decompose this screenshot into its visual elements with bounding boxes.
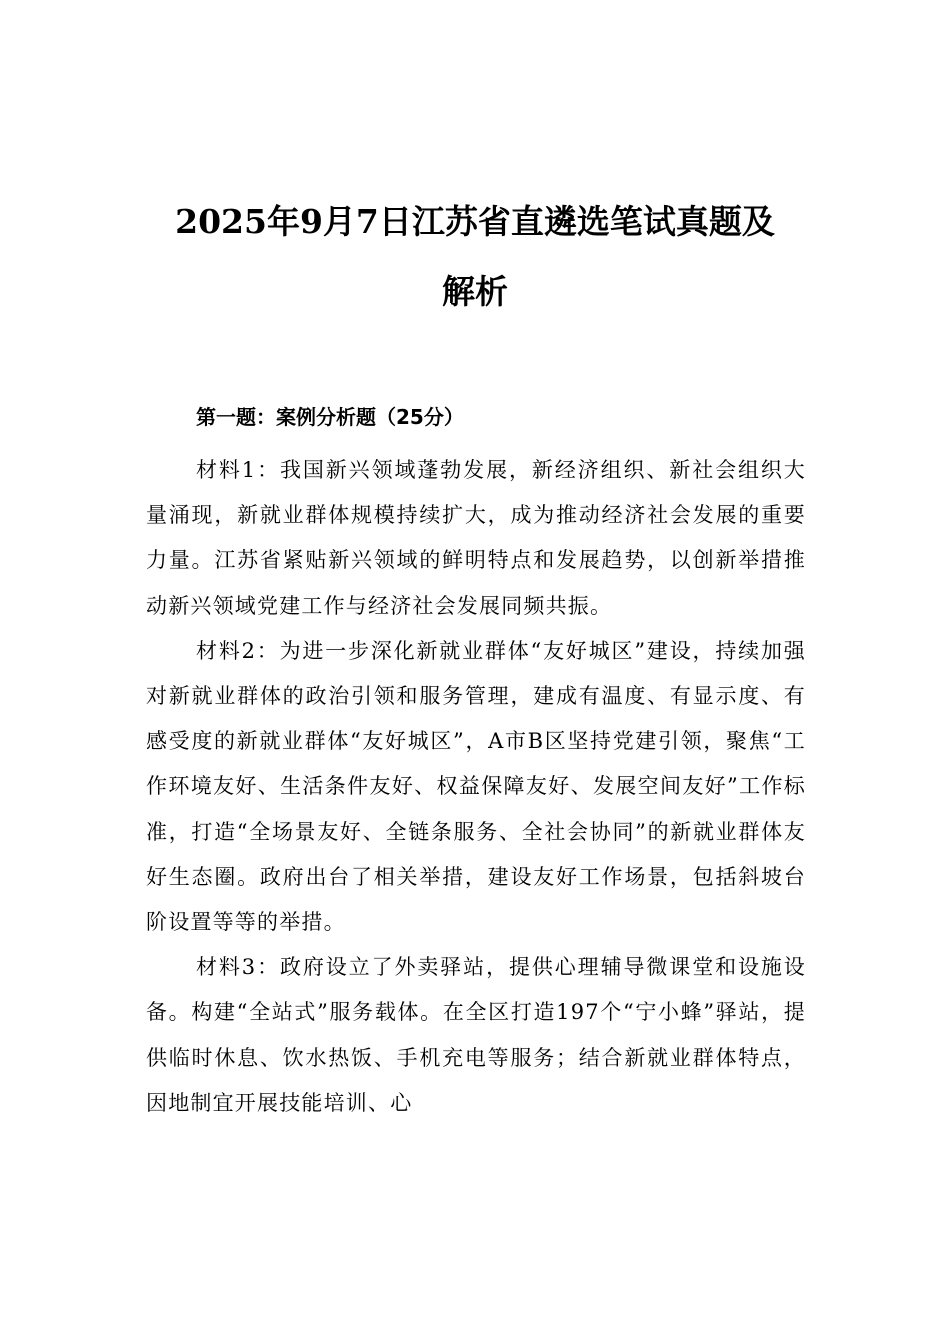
document-title-line-2: 解析: [442, 272, 508, 311]
paragraph-material-2: 材料2：为进一步深化新就业群体“友好城区”建设，持续加强对新就业群体的政治引领和服务管理，建成有温度、有显示度、有感受度的新就业群体“友好城区”，A市B区坚持党建引领，聚焦“工作环境友好、生活条件友好、权益保障友好、发展空间友好”工作标准，打造“全场景友好、全链条服务、全社会协同”的新就业群体友好生态圈。政府出台了相关举措，建设友好工作场景，包括斜坡台阶设置等等的举措。: [146, 638, 806, 935]
paragraph-material-3: 材料3：政府设立了外卖驿站，提供心理辅导微课堂和设施设备。构建“全站式”服务载体。在全区打造197个“宁小蜂”驿站，提供临时休息、饮水热饭、手机充电等服务；结合新就业群体特点，因地制宜开展技能培训、心: [146, 955, 806, 1115]
section-heading: 第一题：案例分析题（25分）: [196, 405, 464, 429]
document-title-line-1: 2025年9月7日江苏省直遴选笔试真题及: [175, 202, 775, 241]
document-body: [146, 448, 806, 1126]
paragraph-material-1: 材料1：我国新兴领域蓬勃发展，新经济组织、新社会组织大量涌现，新就业群体规模持续扩大，成为推动经济社会发展的重要力量。江苏省紧贴新兴领域的鲜明特点和发展趋势，以创新举措推动新兴领域党建工作与经济社会发展同频共振。: [146, 458, 806, 618]
